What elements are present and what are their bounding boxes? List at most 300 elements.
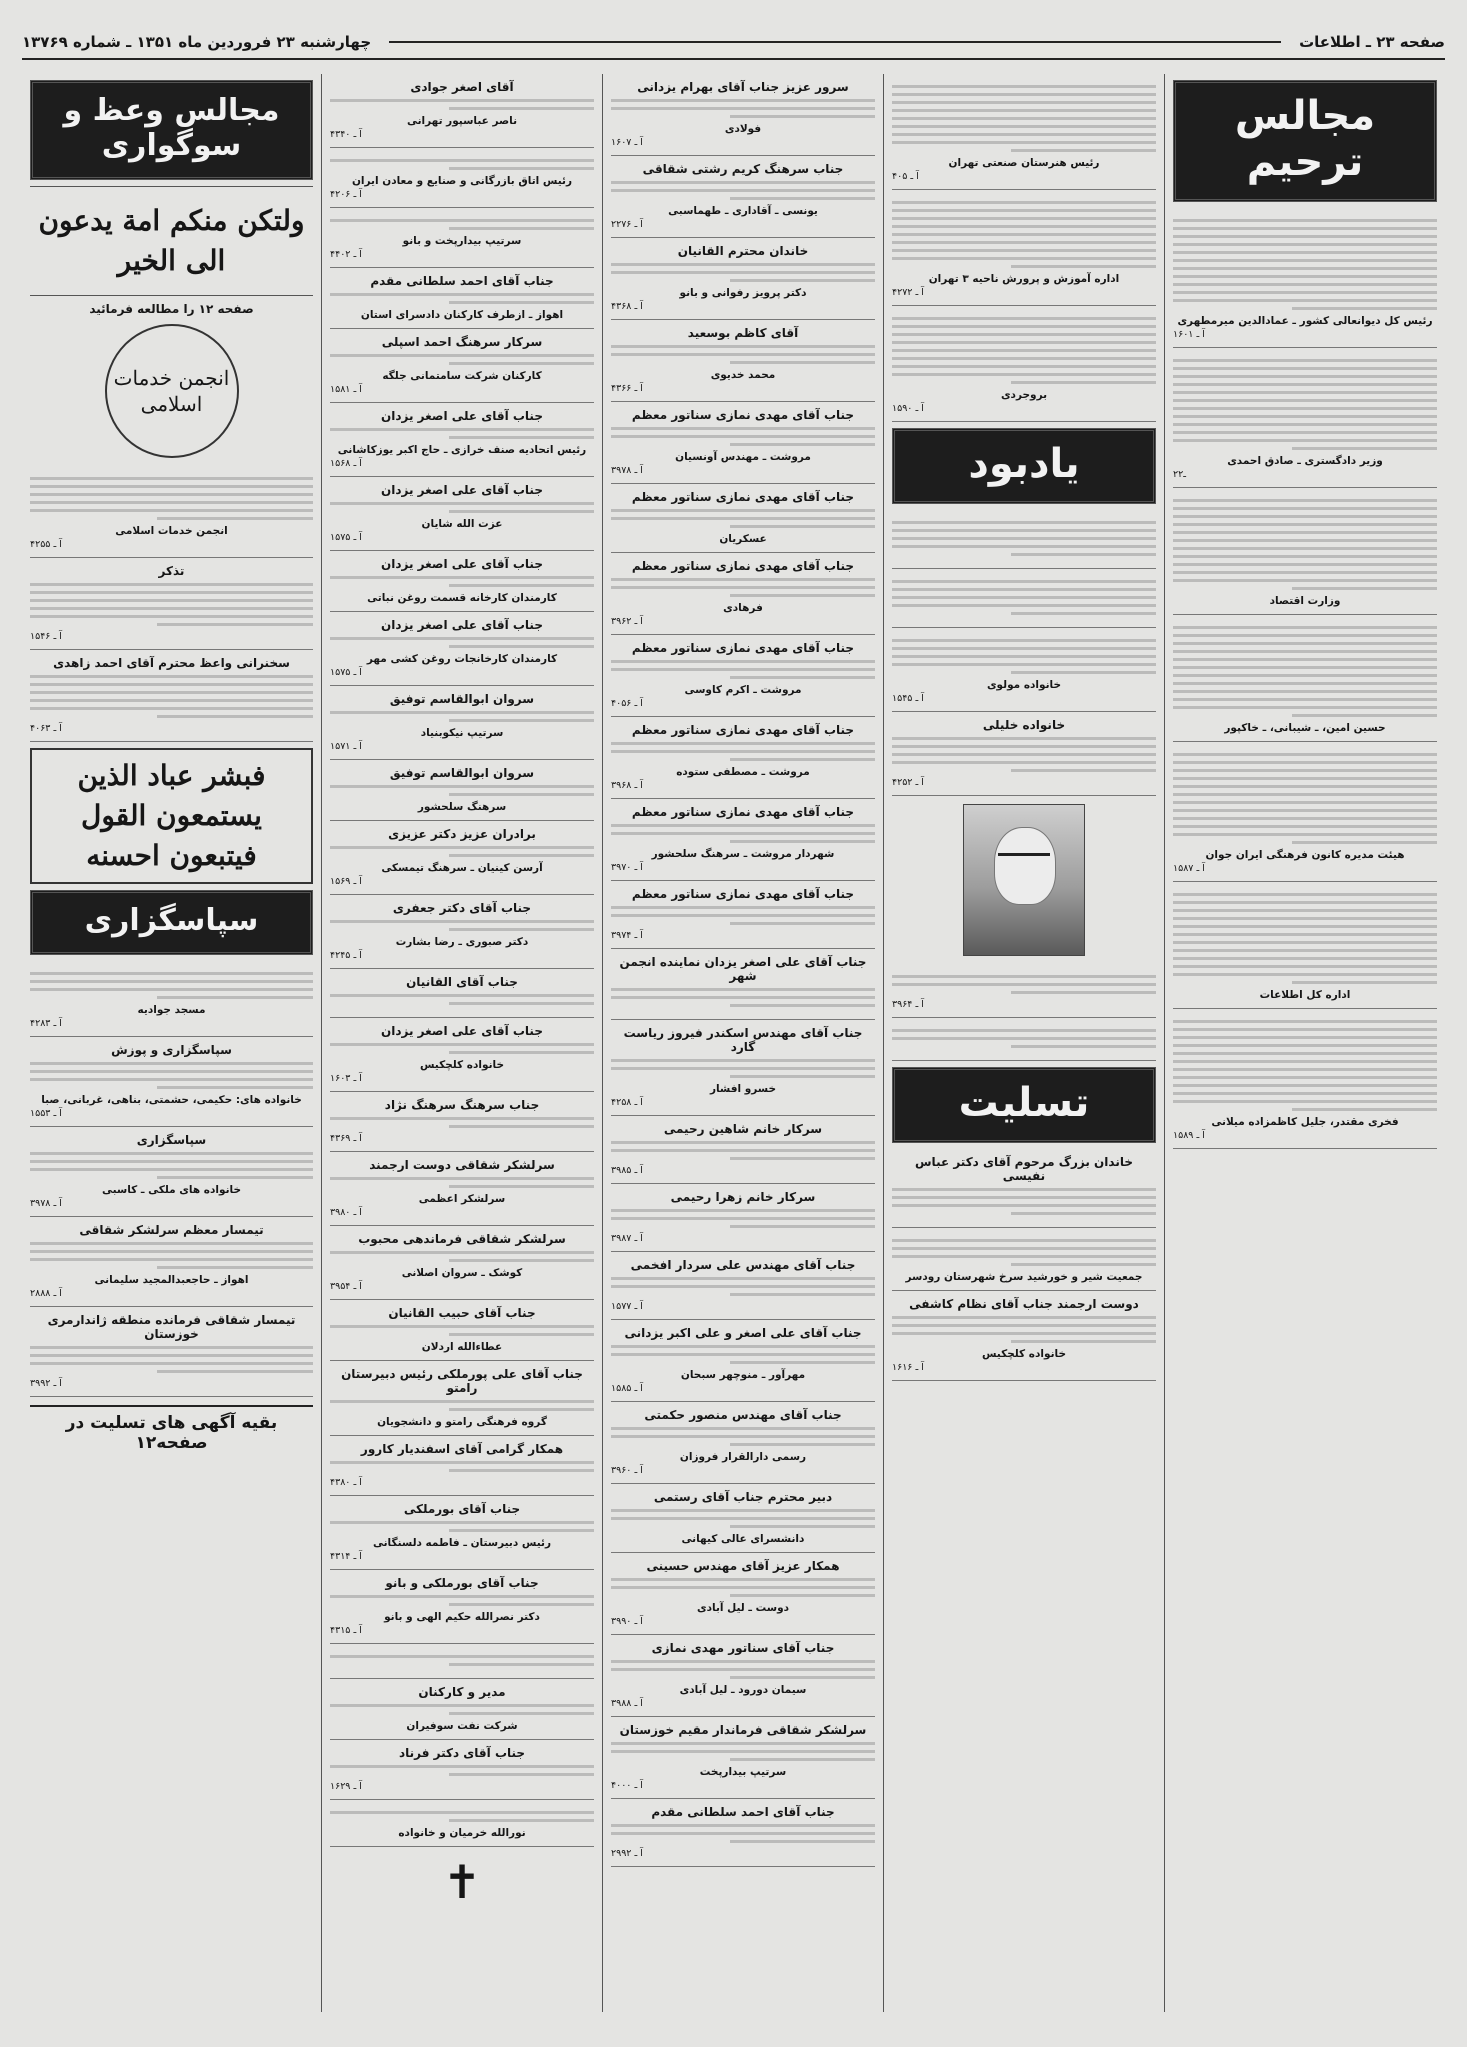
text-line	[730, 1157, 875, 1160]
notice-code: آ ـ ۲۹۹۲	[611, 1848, 643, 1859]
text-line	[30, 1152, 313, 1155]
text-line	[1173, 291, 1437, 294]
obituary-notice	[330, 686, 594, 760]
text-line	[892, 529, 1156, 532]
notice-body-lines	[611, 824, 875, 843]
text-line	[1173, 407, 1437, 410]
text-line	[730, 1075, 875, 1078]
notice-body-lines	[330, 576, 594, 587]
notice-title: سروان ابوالقاسم توفیق	[389, 692, 535, 706]
text-line	[1173, 698, 1437, 701]
text-line	[611, 509, 875, 512]
obituary-notice	[892, 628, 1156, 712]
obituary-notice	[330, 1361, 594, 1436]
notice-body-lines	[892, 521, 1156, 556]
notice-body-lines	[611, 1578, 875, 1597]
text-line	[30, 691, 313, 694]
notice-body-lines	[611, 1345, 875, 1364]
obituary-notice	[330, 1226, 594, 1300]
notice-body-lines	[30, 477, 313, 520]
text-line	[30, 501, 313, 504]
notice-title: سرکار خانم شاهین رحیمی	[663, 1122, 823, 1136]
notice-code: آ ـ ۴۳۶۹	[330, 1133, 362, 1144]
text-line	[1173, 531, 1437, 534]
notice-code: ۲ـ۲	[1173, 469, 1187, 480]
notice-body-lines	[330, 1765, 594, 1776]
text-line	[449, 1712, 594, 1715]
text-line	[892, 545, 1156, 548]
notice-code: آ ـ ۳۹۷۰	[611, 862, 643, 873]
notice-title: جناب آقای مهندس اسکندر فیروز ریاست گارد	[623, 1026, 863, 1054]
text-line	[30, 485, 313, 488]
notice-body-lines	[892, 1239, 1156, 1266]
obituary-notice	[611, 1717, 875, 1799]
notice-body-lines	[892, 639, 1156, 674]
text-line	[1173, 1060, 1437, 1063]
obituary-notice	[330, 895, 594, 969]
text-line	[1173, 219, 1437, 222]
obituary-notice	[892, 306, 1156, 422]
notice-signature: سرتیپ بیدارپخت و بانو	[402, 235, 522, 247]
notice-title: جناب آقای احمد سلطانی مقدم	[651, 1805, 835, 1819]
text-line	[157, 996, 313, 999]
text-line	[892, 349, 1156, 352]
text-line	[730, 1594, 875, 1597]
notice-body-lines	[330, 293, 594, 304]
notice-code: آ ـ ۲۸۸۸	[30, 1288, 62, 1299]
text-line	[1173, 439, 1437, 442]
notice-title: دبیر محترم جناب آقای رستمی	[653, 1490, 833, 1504]
obituary-notice	[892, 1228, 1156, 1291]
notice-title: جناب آقای بورملکی	[403, 1502, 521, 1516]
column-3-notices	[611, 74, 875, 1867]
text-line	[892, 596, 1156, 599]
notice-signature: مروشت ـ مهندس آونسیان	[675, 451, 811, 463]
text-line	[449, 1333, 594, 1336]
text-line	[157, 1266, 313, 1269]
notice-code: آ ـ ۴۳۶۸	[611, 301, 643, 312]
text-line	[449, 928, 594, 931]
obituary-notice	[611, 717, 875, 799]
notice-title: جناب آقای مهدی نمازی سناتور معظم	[631, 723, 855, 737]
text-line	[892, 133, 1156, 136]
text-line	[1173, 1100, 1437, 1103]
text-line	[1292, 307, 1437, 310]
text-line	[30, 707, 313, 710]
text-line	[892, 209, 1156, 212]
text-line	[30, 1346, 313, 1349]
text-line	[1173, 547, 1437, 550]
text-line	[730, 361, 875, 364]
text-line	[157, 715, 313, 718]
notice-body-lines	[611, 263, 875, 282]
text-line	[30, 583, 313, 586]
text-line	[1173, 809, 1437, 812]
notice-code: آ ـ ۴۲۴۵	[330, 950, 362, 961]
text-line	[1173, 267, 1437, 270]
text-line	[1173, 359, 1437, 362]
notice-code: آ ـ ۴۰۶۳	[30, 723, 62, 734]
notice-body-lines	[330, 1325, 594, 1336]
text-line	[892, 1324, 1156, 1327]
text-line	[330, 1117, 594, 1120]
text-line	[330, 99, 594, 102]
obituary-notice	[892, 1149, 1156, 1228]
notice-code: آ ـ ۳۹۷۴	[611, 930, 643, 941]
obituary-notice	[611, 74, 875, 156]
notice-code: آ ـ ۱۵۴۵	[892, 693, 924, 704]
text-line	[30, 477, 313, 480]
anjoman-logo-text: انجمن خدمات اسلامی	[113, 366, 230, 416]
text-line	[449, 854, 594, 857]
text-line	[1292, 981, 1437, 984]
notice-signature: کارمندان کارخانه قسمت روغن نباتی	[367, 592, 557, 604]
notice-body-lines	[892, 975, 1156, 994]
notice-code: آ ـ ۴۳۸۰	[330, 1477, 362, 1488]
notice-signature: سرتیپ بیدارپخت	[699, 1766, 787, 1778]
obituary-notice	[330, 148, 594, 208]
notice-signature: انجمن خدمات اسلامی	[115, 525, 228, 537]
notice-signature: هیئت مدیره کانون فرهنگی ایران جوان	[1205, 849, 1405, 861]
notice-signature: سیمان دورود ـ لیل آبادی	[679, 1684, 807, 1696]
notice-body-lines	[611, 181, 875, 200]
obituary-notice	[330, 1092, 594, 1152]
text-line	[730, 1004, 875, 1007]
notice-title: سرلشکر شقاقی دوست ارجمند	[369, 1158, 555, 1172]
text-line	[449, 301, 594, 304]
notice-signature: دکتر صبوری ـ رضا بشارت	[395, 936, 529, 948]
notice-signature: آرسن کینیان ـ سرهنگ تیمسکی	[381, 862, 543, 874]
notice-body-lines	[1173, 499, 1437, 590]
text-line	[611, 1141, 875, 1144]
notice-body-lines	[330, 785, 594, 796]
text-line	[1011, 1045, 1156, 1048]
column-5	[22, 74, 321, 2012]
notice-title: دوست ارجمند جناب آقای نظام کاشفی	[909, 1297, 1139, 1311]
text-line	[1173, 793, 1437, 796]
text-line	[330, 1043, 594, 1046]
text-line	[611, 1427, 875, 1430]
text-line	[611, 435, 875, 438]
text-line	[892, 1029, 1156, 1032]
text-line	[611, 427, 875, 430]
text-line	[330, 219, 594, 222]
obituary-notice	[330, 329, 594, 403]
notice-body-lines	[1173, 626, 1437, 717]
text-line	[449, 362, 594, 365]
text-line	[1173, 399, 1437, 402]
notice-title: مدیر و کارکنان	[418, 1685, 506, 1699]
notice-signature: دوست ـ لیل آبادی	[696, 1602, 789, 1614]
notice-body-lines	[30, 1346, 313, 1373]
notice-title: خانواده خلیلی	[982, 718, 1066, 732]
notice-body-lines	[892, 317, 1156, 384]
obituary-notice	[1173, 208, 1437, 348]
notice-body-lines	[892, 1029, 1156, 1048]
text-line	[892, 1247, 1156, 1250]
notice-title: جناب آقای علی اصغر یزدان	[381, 1024, 543, 1038]
notice-title: جناب آقای دکتر فرناد	[398, 1746, 526, 1760]
text-line	[892, 85, 1156, 88]
notice-body-lines	[30, 1062, 313, 1089]
text-line	[1173, 901, 1437, 904]
obituary-notice	[611, 1252, 875, 1320]
text-line	[1173, 893, 1437, 896]
text-line	[1173, 235, 1437, 238]
text-line	[330, 428, 594, 431]
notice-code: آ ـ ۱۵۸۷	[1173, 863, 1205, 874]
obituary-notice	[1173, 615, 1437, 742]
notice-signature: وزارت اقتصاد	[1269, 595, 1341, 607]
notice-code: آ ـ ۳۹۷۸	[611, 465, 643, 476]
notice-body-lines	[1173, 753, 1437, 844]
notice-body-lines	[611, 742, 875, 761]
text-line	[892, 249, 1156, 252]
obituary-notice	[330, 477, 594, 551]
notice-body-lines	[892, 201, 1156, 268]
notice-signature: کوشک ـ سروان اصلانی	[401, 1267, 523, 1279]
text-line	[892, 975, 1156, 978]
notice-signature: محمد خدیوی	[710, 369, 776, 381]
text-line	[611, 517, 875, 520]
notice-code: آ ـ ۱۶۱۶	[892, 1362, 924, 1373]
text-line	[611, 1586, 875, 1589]
text-line	[611, 742, 875, 745]
notice-code: آ ـ ۱۵۴۶	[30, 631, 62, 642]
text-line	[30, 599, 313, 602]
notice-code: آ ـ ۳۹۵۴	[330, 1281, 362, 1292]
notice-code: آ ـ ۱۵۷۵	[330, 532, 362, 543]
header-date-issue: چهارشنبه ۲۳ فروردین ماه ۱۳۵۱ ـ شماره ۱۳۷۶۹	[22, 33, 372, 51]
text-line	[892, 233, 1156, 236]
text-line	[892, 317, 1156, 320]
text-line	[611, 1832, 875, 1835]
obituary-notice	[611, 1799, 875, 1867]
calligraphy-verse-2: فبشر عباد الذین یستمعون القول فیتبعون احسنه	[30, 748, 313, 884]
obituary-notice	[330, 1570, 594, 1644]
text-line	[611, 1742, 875, 1745]
text-line	[892, 761, 1156, 764]
text-line	[449, 107, 594, 110]
text-line	[1173, 674, 1437, 677]
text-line	[1173, 251, 1437, 254]
notice-body-lines	[611, 509, 875, 528]
notice-body-lines	[330, 1595, 594, 1606]
text-line	[892, 141, 1156, 144]
notice-body-lines	[611, 1141, 875, 1160]
text-line	[892, 1255, 1156, 1258]
notice-signature: سرتیپ نیکوبنیاد	[420, 727, 504, 739]
obituary-notice	[611, 799, 875, 881]
text-line	[1173, 1036, 1437, 1039]
text-line	[1173, 769, 1437, 772]
text-line	[1173, 650, 1437, 653]
notice-code: آ ـ ۴۴۰۲	[330, 249, 362, 260]
text-line	[1173, 579, 1437, 582]
notice-code: آ ـ ۱۵۸۱	[330, 384, 362, 395]
text-line	[730, 279, 875, 282]
column-5-notices	[30, 466, 313, 742]
text-line	[30, 615, 313, 618]
notice-signature: خسرو افشار	[709, 1083, 777, 1095]
notice-signature: رسمی دارالقرار فروزان	[679, 1451, 807, 1463]
notice-signature: شرکت نفت سوفیران	[406, 1720, 518, 1732]
text-line	[30, 1250, 313, 1253]
text-line	[449, 1125, 594, 1128]
notice-body-lines	[330, 1400, 594, 1411]
notice-signature: رئیس اتحادیه صنف خرازی ـ حاج اکبر یوزکاشانی	[337, 444, 587, 456]
notice-code: آ ـ ۳۹۶۴	[892, 999, 924, 1010]
text-line	[892, 1204, 1156, 1207]
obituary-notice	[611, 1184, 875, 1252]
notice-body-lines	[611, 1427, 875, 1446]
text-line	[30, 1078, 313, 1081]
text-line	[611, 1824, 875, 1827]
text-line	[611, 353, 875, 356]
text-line	[892, 663, 1156, 666]
text-line	[611, 1345, 875, 1348]
notice-title: جناب آقای دکتر جعفری	[392, 901, 532, 915]
text-line	[1011, 553, 1156, 556]
notice-signature: خانواده کلچکیس	[419, 1059, 505, 1071]
text-line	[611, 1217, 875, 1220]
notice-body-lines	[330, 354, 594, 365]
text-line	[30, 1062, 313, 1065]
notice-title: جناب سرهنگ کریم رشتی شقاقی	[642, 162, 844, 176]
notice-title: جناب آقای مهندس علی سردار افخمی	[630, 1258, 856, 1272]
obituary-notice	[30, 558, 313, 650]
section-sepasgozari: سپاسگزاری	[30, 890, 313, 955]
text-line	[730, 197, 875, 200]
notice-body-lines	[611, 427, 875, 446]
notice-signature: حسین امین، ـ شیبانی، ـ خاکپور	[1224, 722, 1386, 734]
notice-signature: بروجردی	[1000, 389, 1048, 401]
text-line	[611, 832, 875, 835]
text-line	[892, 745, 1156, 748]
text-line	[730, 525, 875, 528]
column-1-notices	[1173, 208, 1437, 1149]
notice-body-lines	[1173, 893, 1437, 984]
obituary-notice	[1173, 1009, 1437, 1149]
text-line	[449, 1819, 594, 1822]
obituary-notice	[611, 1402, 875, 1484]
text-line	[1173, 833, 1437, 836]
text-line	[1173, 283, 1437, 286]
text-line	[330, 1461, 594, 1464]
text-line	[1292, 447, 1437, 450]
text-line	[330, 1704, 594, 1707]
cross-symbol: ✝	[442, 1855, 482, 1909]
notice-signature: رئیس اتاق بازرگانی و صنایع و معادن ایران	[351, 175, 573, 187]
column-5-notices-lower	[30, 961, 313, 1397]
notice-body-lines	[330, 1655, 594, 1666]
text-line	[611, 263, 875, 266]
obituary-notice	[330, 208, 594, 268]
obituary-notice	[611, 553, 875, 635]
text-line	[1173, 1028, 1437, 1031]
notice-title: برادران عزیز دکتر عزیزی	[388, 827, 536, 841]
notice-title: جناب آقای مهندس منصور حکمتی	[644, 1408, 842, 1422]
column-1	[1164, 74, 1445, 2012]
text-line	[330, 576, 594, 579]
column-2	[883, 74, 1164, 2012]
notice-signature: گروه فرهنگی رامتو و دانشجویان	[377, 1416, 547, 1428]
text-line	[611, 345, 875, 348]
text-line	[1173, 690, 1437, 693]
notice-body-lines	[330, 1043, 594, 1054]
notice-title: جناب آقای علی اصغر یزدان	[381, 409, 543, 423]
text-line	[1173, 555, 1437, 558]
obituary-notice	[1173, 742, 1437, 882]
notice-body-lines	[892, 580, 1156, 615]
text-line	[611, 824, 875, 827]
obituary-notice	[892, 964, 1156, 1018]
text-line	[1173, 423, 1437, 426]
obituary-notice	[611, 635, 875, 717]
text-line	[892, 753, 1156, 756]
notice-title: آقای کاظم بوسعید	[687, 326, 799, 340]
obituary-notice	[892, 1291, 1156, 1381]
text-line	[892, 580, 1156, 583]
text-line	[449, 645, 594, 648]
notice-signature: کارکنان شرکت سامتمانی جلگه	[382, 370, 542, 382]
notice-code: آ ـ ۳۹۷۸	[30, 1198, 62, 1209]
text-line	[1173, 383, 1437, 386]
column-2-notices-lower	[892, 964, 1156, 1061]
text-line	[449, 1469, 594, 1472]
text-line	[330, 1325, 594, 1328]
notice-code: آ ـ ۳۹۹۲	[30, 1378, 62, 1389]
notice-body-lines	[611, 1509, 875, 1528]
notice-signature: مسجد جوادیه	[137, 1004, 206, 1016]
text-line	[892, 647, 1156, 650]
text-line	[730, 758, 875, 761]
text-line	[1173, 499, 1437, 502]
obituary-notice	[330, 551, 594, 612]
text-line	[730, 1676, 875, 1679]
text-line	[892, 1332, 1156, 1335]
obituary-notice	[30, 961, 313, 1037]
notice-code: آ ـ ۴۲۷۲	[892, 287, 924, 298]
text-line	[892, 333, 1156, 336]
text-line	[1173, 1020, 1437, 1023]
text-line	[1173, 507, 1437, 510]
text-line	[1173, 658, 1437, 661]
text-line	[892, 373, 1156, 376]
text-line	[1173, 642, 1437, 645]
text-line	[1173, 626, 1437, 629]
text-line	[157, 517, 313, 520]
notice-code: آ ـ ۱۵۶۸	[330, 458, 362, 469]
obituary-notice	[30, 1217, 313, 1307]
text-line	[611, 181, 875, 184]
text-line	[30, 607, 313, 610]
notice-title: جناب سرهنگ سرهنگ نژاد	[384, 1098, 540, 1112]
notice-signature: سرلشکر اعظمی	[418, 1193, 506, 1205]
notice-body-lines	[611, 988, 875, 1007]
text-line	[449, 1773, 594, 1776]
notice-title: همکار گرامی آقای اسفندیار کارور	[360, 1442, 564, 1456]
text-line	[892, 341, 1156, 344]
notice-code: آ ـ ۴۲۵۸	[611, 1097, 643, 1108]
text-line	[1173, 515, 1437, 518]
notice-body-lines	[892, 737, 1156, 772]
obituary-notice	[892, 712, 1156, 796]
obituary-notice	[1173, 882, 1437, 1009]
text-line	[611, 1059, 875, 1062]
section-tasliyat: تسلیت	[892, 1067, 1156, 1143]
text-line	[1011, 991, 1156, 994]
